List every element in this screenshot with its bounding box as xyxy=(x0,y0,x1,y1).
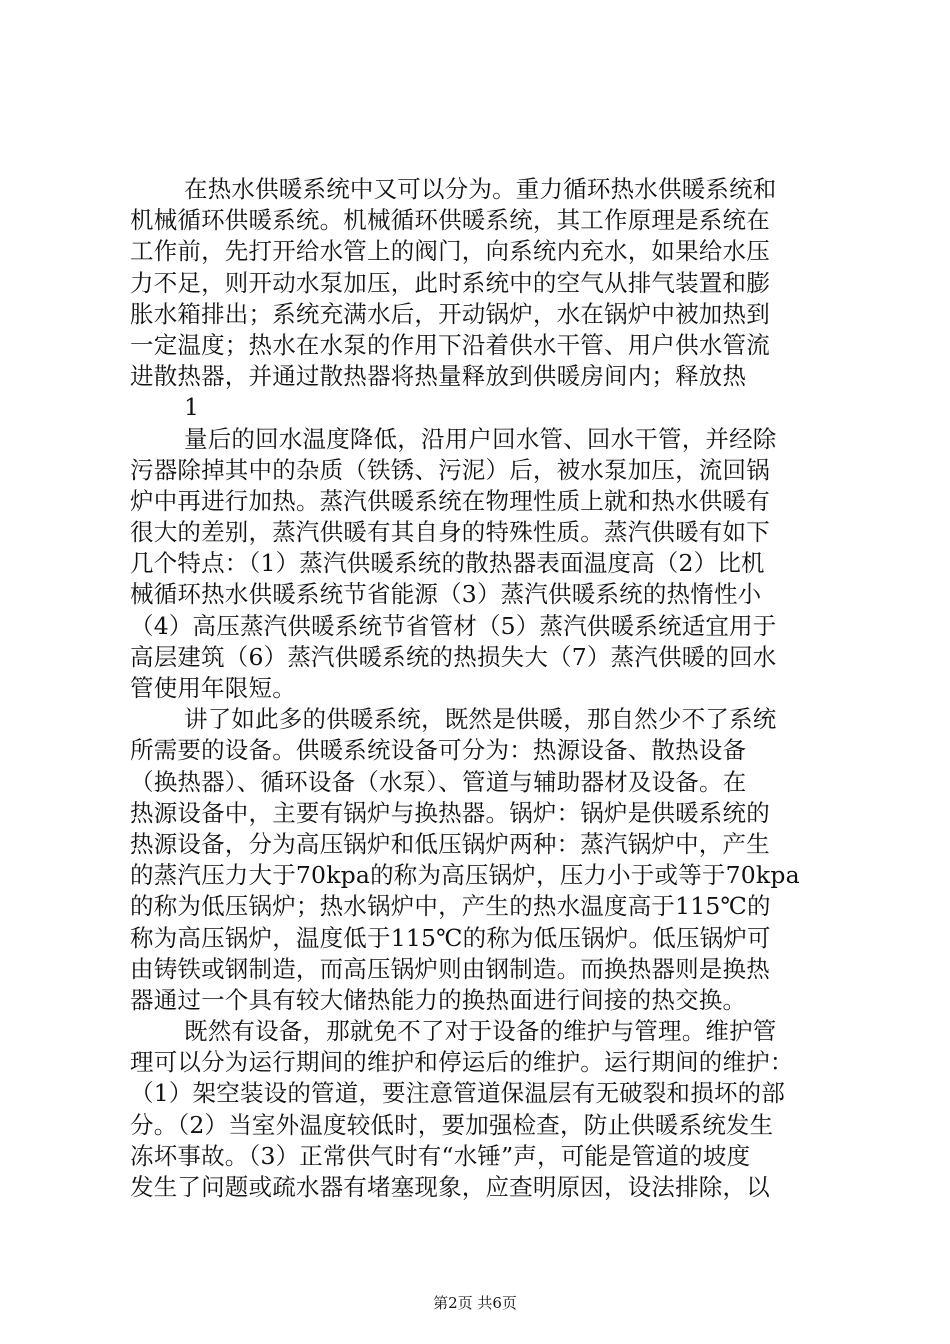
text-line: 几个特点：（1）蒸汽供暖系统的散热器表面温度高（2）比机 xyxy=(130,549,765,578)
text-line: 分。（2）当室外温度较低时，要加强检查，防止供暖系统发生 xyxy=(130,1110,774,1139)
text-line: 量后的回水温度降低，沿用户回水管、回水干管，并经除 xyxy=(184,424,777,453)
text-line: 热源设备中，主要有锅炉与换热器。锅炉：锅炉是供暖系统的 xyxy=(130,798,770,827)
text-line: 的蒸汽压力大于70kpa的称为高压锅炉，压力小于或等于70kpa xyxy=(130,861,800,890)
text-line: 高层建筑（6）蒸汽供暖系统的热损失大（7）蒸汽供暖的回水 xyxy=(130,642,777,671)
text-line: 机械循环供暖系统。机械循环供暖系统，其工作原理是系统在 xyxy=(130,206,770,235)
text-line: 的称为低压锅炉；热水锅炉中，产生的热水温度高于115℃的 xyxy=(130,892,771,921)
text-line: 械循环热水供暖系统节省能源（3）蒸汽供暖系统的热惰性小 xyxy=(130,580,762,609)
text-line: （4）高压蒸汽供暖系统节省管材（5）蒸汽供暖系统适宜用于 xyxy=(130,611,777,640)
inline-page-number: 1 xyxy=(184,393,200,422)
text-line: 既然有设备，那就免不了对于设备的维护与管理。维护管 xyxy=(184,1017,777,1046)
text-line: 由铸铁或钢制造，而高压锅炉则由钢制造。而换热器则是换热 xyxy=(130,954,770,983)
text-line: 冻坏事故。（3）正常供气时有“水锤”声，可能是管道的坡度 xyxy=(130,1141,751,1170)
text-line: （换热器）、循环设备（水泵）、管道与辅助器材及设备。在 xyxy=(130,767,747,796)
text-line: 工作前，先打开给水管上的阀门，向系统内充水，如果给水压 xyxy=(130,237,770,266)
text-line: 器通过一个具有较大储热能力的换热面进行间接的热交换。 xyxy=(130,985,747,1014)
text-line: 很大的差别，蒸汽供暖有其自身的特殊性质。蒸汽供暖有如下 xyxy=(130,518,770,547)
text-line: 一定温度；热水在水泵的作用下沿着供水干管、用户供水管流 xyxy=(130,330,770,359)
text-line: 所需要的设备。供暖系统设备可分为：热源设备、散热设备 xyxy=(130,736,747,765)
text-line: 管使用年限短。 xyxy=(130,674,296,702)
text-line: 力不足，则开动水泵加压，此时系统中的空气从排气装置和膨 xyxy=(130,268,770,297)
text-line: 称为高压锅炉，温度低于115℃的称为低压锅炉。低压锅炉可 xyxy=(130,923,771,952)
text-line: 讲了如此多的供暖系统，既然是供暖，那自然少不了系统 xyxy=(184,705,777,734)
text-line: 理可以分为运行期间的维护和停运后的维护。运行期间的维护： xyxy=(130,1048,794,1077)
body-text xyxy=(130,174,830,1203)
text-line: 污器除掉其中的杂质（铁锈、污泥）后，被水泵加压，流回锅 xyxy=(130,455,770,484)
page-footer: 第2页 共6页 xyxy=(433,1294,517,1312)
text-line: 进散热器，并通过散热器将热量释放到供暖房间内；释放热 xyxy=(130,362,747,391)
text-line: 胀水箱排出；系统充满水后，开动锅炉，水在锅炉中被加热到 xyxy=(130,299,770,328)
text-line: 热源设备，分为高压锅炉和低压锅炉两种：蒸汽锅炉中，产生 xyxy=(130,829,770,858)
text-line: 在热水供暖系统中又可以分为。重力循环热水供暖系统和 xyxy=(184,175,777,203)
text-line: 炉中再进行加热。蒸汽供暖系统在物理性质上就和热水供暖有 xyxy=(130,486,770,515)
text-line: （1）架空装设的管道，要注意管道保温层有无破裂和损坏的部 xyxy=(130,1079,786,1108)
text-line: 发生了问题或疏水器有堵塞现象，应查明原因，设法排除，以 xyxy=(130,1173,770,1201)
